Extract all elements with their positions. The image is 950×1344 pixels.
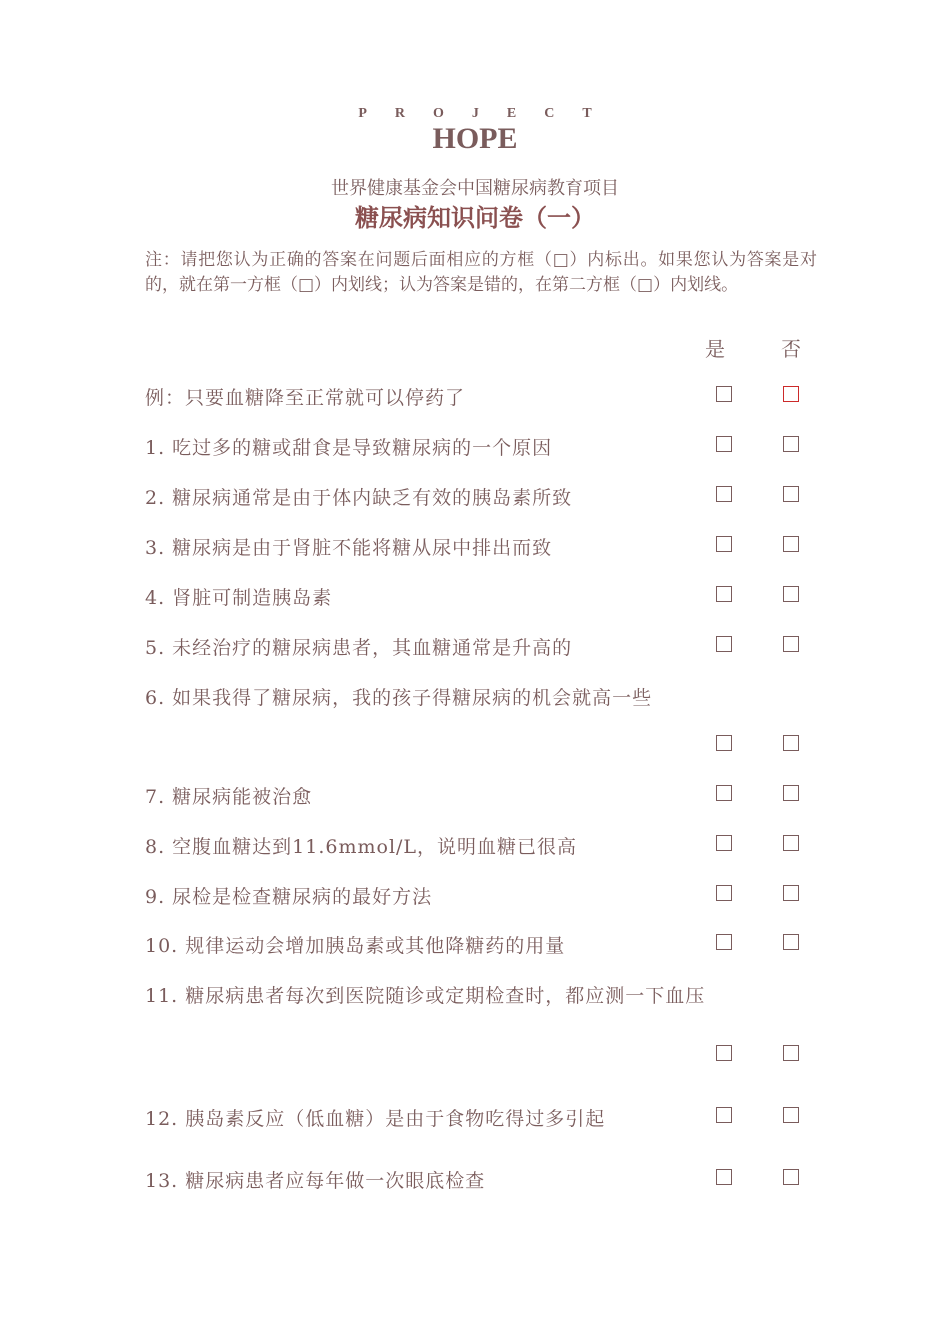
question-10-yes-checkbox[interactable] <box>716 934 732 950</box>
question-1-no-checkbox[interactable] <box>783 436 799 452</box>
question-7-no-checkbox[interactable] <box>783 785 799 801</box>
question-4: 4. 肾脏可制造胰岛素 <box>145 587 333 609</box>
column-header-yes: 是 <box>705 337 725 361</box>
question-11-yes-checkbox[interactable] <box>716 1045 732 1061</box>
example-no-checkbox[interactable] <box>783 386 799 402</box>
question-9-yes-checkbox[interactable] <box>716 885 732 901</box>
question-5-no-checkbox[interactable] <box>783 636 799 652</box>
question-3-no-checkbox[interactable] <box>783 536 799 552</box>
question-13-yes-checkbox[interactable] <box>716 1169 732 1185</box>
question-9-no-checkbox[interactable] <box>783 885 799 901</box>
question-7-yes-checkbox[interactable] <box>716 785 732 801</box>
question-12-yes-checkbox[interactable] <box>716 1107 732 1123</box>
example-question: 例：只要血糖降至正常就可以停药了 <box>145 387 466 409</box>
project-label: PROJECT <box>358 106 620 121</box>
question-1: 1. 吃过多的糖或甜食是导致糖尿病的一个原因 <box>145 437 553 459</box>
question-11-no-checkbox[interactable] <box>783 1045 799 1061</box>
question-7: 7. 糖尿病能被治愈 <box>145 786 313 808</box>
instructions-note: 注：请把您认为正确的答案在问题后面相应的方框（□）内标出。如果您认为答案是对的，就在第一方框（□）内划线；认为答案是错的，在第二方框（□）内划线。 <box>145 250 817 295</box>
organization-name: 世界健康基金会中国糖尿病教育项目 <box>331 178 619 199</box>
question-8-no-checkbox[interactable] <box>783 835 799 851</box>
question-3-yes-checkbox[interactable] <box>716 536 732 552</box>
question-4-yes-checkbox[interactable] <box>716 586 732 602</box>
question-2-no-checkbox[interactable] <box>783 486 799 502</box>
question-6-yes-checkbox[interactable] <box>716 735 732 751</box>
question-2: 2. 糖尿病通常是由于体内缺乏有效的胰岛素所致 <box>145 487 573 509</box>
question-8-yes-checkbox[interactable] <box>716 835 732 851</box>
question-1-yes-checkbox[interactable] <box>716 436 732 452</box>
question-3: 3. 糖尿病是由于肾脏不能将糖从尿中排出而致 <box>145 537 553 559</box>
question-10-no-checkbox[interactable] <box>783 934 799 950</box>
question-6: 6. 如果我得了糖尿病，我的孩子得糖尿病的机会就高一些 <box>145 687 653 709</box>
question-5: 5. 未经治疗的糖尿病患者，其血糖通常是升高的 <box>145 637 573 659</box>
question-8: 8. 空腹血糖达到11.6mmol/L，说明血糖已很高 <box>145 836 578 858</box>
question-5-yes-checkbox[interactable] <box>716 636 732 652</box>
question-12: 12. 胰岛素反应（低血糖）是由于食物吃得过多引起 <box>145 1108 606 1130</box>
column-header-no: 否 <box>781 337 801 361</box>
question-12-no-checkbox[interactable] <box>783 1107 799 1123</box>
question-6-no-checkbox[interactable] <box>783 735 799 751</box>
hope-logo-text: HOPE <box>432 122 518 155</box>
question-2-yes-checkbox[interactable] <box>716 486 732 502</box>
question-13-no-checkbox[interactable] <box>783 1169 799 1185</box>
question-10: 10. 规律运动会增加胰岛素或其他降糖药的用量 <box>145 935 566 957</box>
example-yes-checkbox[interactable] <box>716 386 732 402</box>
question-4-no-checkbox[interactable] <box>783 586 799 602</box>
page-title: 糖尿病知识问卷（一） <box>355 203 595 232</box>
question-9: 9. 尿检是检查糖尿病的最好方法 <box>145 886 433 908</box>
question-13: 13. 糖尿病患者应每年做一次眼底检查 <box>145 1170 486 1192</box>
question-11: 11. 糖尿病患者每次到医院随诊或定期检查时，都应测一下血压 <box>145 985 706 1007</box>
